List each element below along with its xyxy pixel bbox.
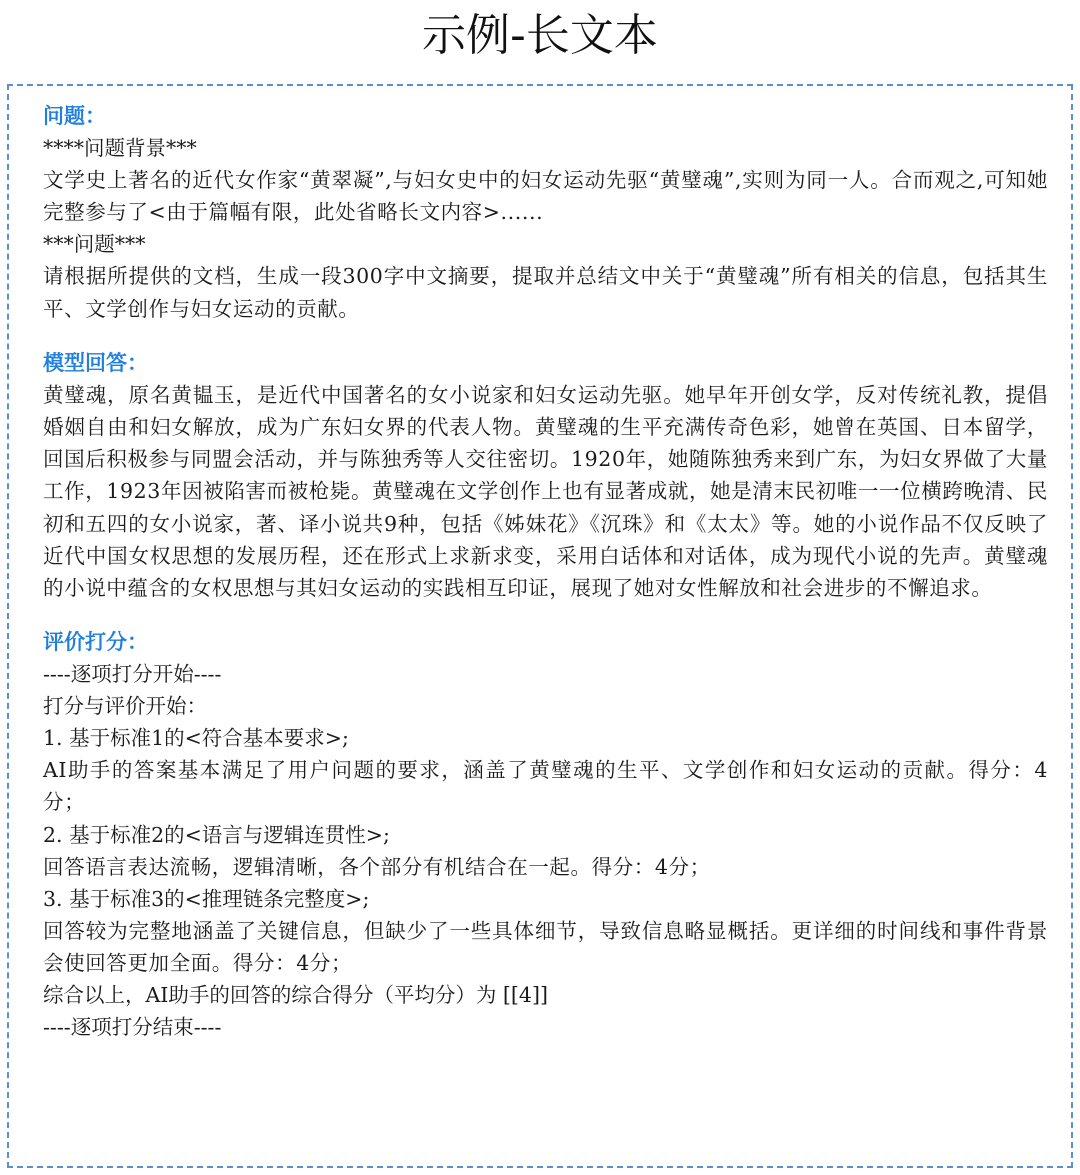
- question-marker: ***问题***: [43, 232, 146, 257]
- evaluation-heading: 评价打分：: [43, 630, 148, 655]
- criterion-1-comment: AI助手的答案基本满足了用户问题的要求，涵盖了黄璧魂的生平、文学创作和妇女运动的贡献。得分：4分；: [43, 758, 1048, 815]
- background-text: 文学史上著名的近代女作家“黄翠凝”,与妇女史中的妇女运动先驱“黄璧魂”,实则为同一人。合而观之,可知她完整参与了<由于篇幅有限，此处省略长文内容>......: [43, 168, 1048, 225]
- evaluation-start-marker: ----逐项打分开始----: [43, 662, 222, 687]
- evaluation-summary: 综合以上，AI助手的回答的综合得分（平均分）为 [[4]]: [43, 983, 548, 1008]
- example-content: [43, 100, 1048, 1043]
- question-section: [43, 100, 1048, 325]
- page-title: 示例-长文本: [422, 10, 658, 61]
- evaluation-end-marker: ----逐项打分结束----: [43, 1015, 222, 1040]
- question-heading: 问题：: [43, 104, 106, 128]
- answer-text: 黄璧魂，原名黄韫玉，是近代中国著名的女小说家和妇女运动先驱。她早年开创女学，反对传统礼教，提倡婚姻自由和妇女解放，成为广东妇女界的代表人物。黄璧魂的生平充满传奇色彩，她曾在英国、日本留学，回国后积极参与同盟会活动，并与陈独秀等人交往密切。1920年，她随陈独秀来到广东，为妇女界做了大量工作，1923年因被陷害而被枪毙。黄璧魂在文学创作上也有显著成就，她是清末民初唯一一位横跨晚清、民初和五四的女小说家，著、译小说共9种，包括《姊妹花》《沉珠》和《太太》等。她的小说作品不仅反映了近代中国女权思想的发展历程，还在形式上求新求变，采用白话体和对话体，成为现代小说的先声。黄璧魂的小说中蕴含的女权思想与其妇女运动的实践相互印证，展现了她对女性解放和社会进步的不懈追求。: [43, 382, 1048, 601]
- answer-section: [43, 347, 1048, 604]
- criterion-3: 3. 基于标准3的<推理链条完整度>;: [43, 886, 370, 911]
- criterion-2: 2. 基于标准2的<语言与逻辑连贯性>;: [43, 822, 390, 847]
- criterion-1: 1. 基于标准1的<符合基本要求>;: [43, 726, 349, 751]
- background-marker: ****问题背景***: [43, 136, 197, 160]
- criterion-2-comment: 回答语言表达流畅，逻辑清晰，各个部分有机结合在一起。得分：4分；: [43, 854, 711, 879]
- criterion-3-comment: 回答较为完整地涵盖了关键信息，但缺少了一些具体细节，导致信息略显概括。更详细的时间线和事件背景会使回答更加全面。得分：4分；: [43, 918, 1048, 976]
- answer-heading: 模型回答：: [43, 350, 148, 375]
- evaluation-intro: 打分与评价开始：: [43, 694, 207, 719]
- question-text: 请根据所提供的文档，生成一段300字中文摘要，提取并总结文中关于“黄璧魂”所有相关的信息，包括其生平、文学创作与妇女运动的贡献。: [43, 264, 1048, 321]
- evaluation-section: [43, 626, 1048, 1043]
